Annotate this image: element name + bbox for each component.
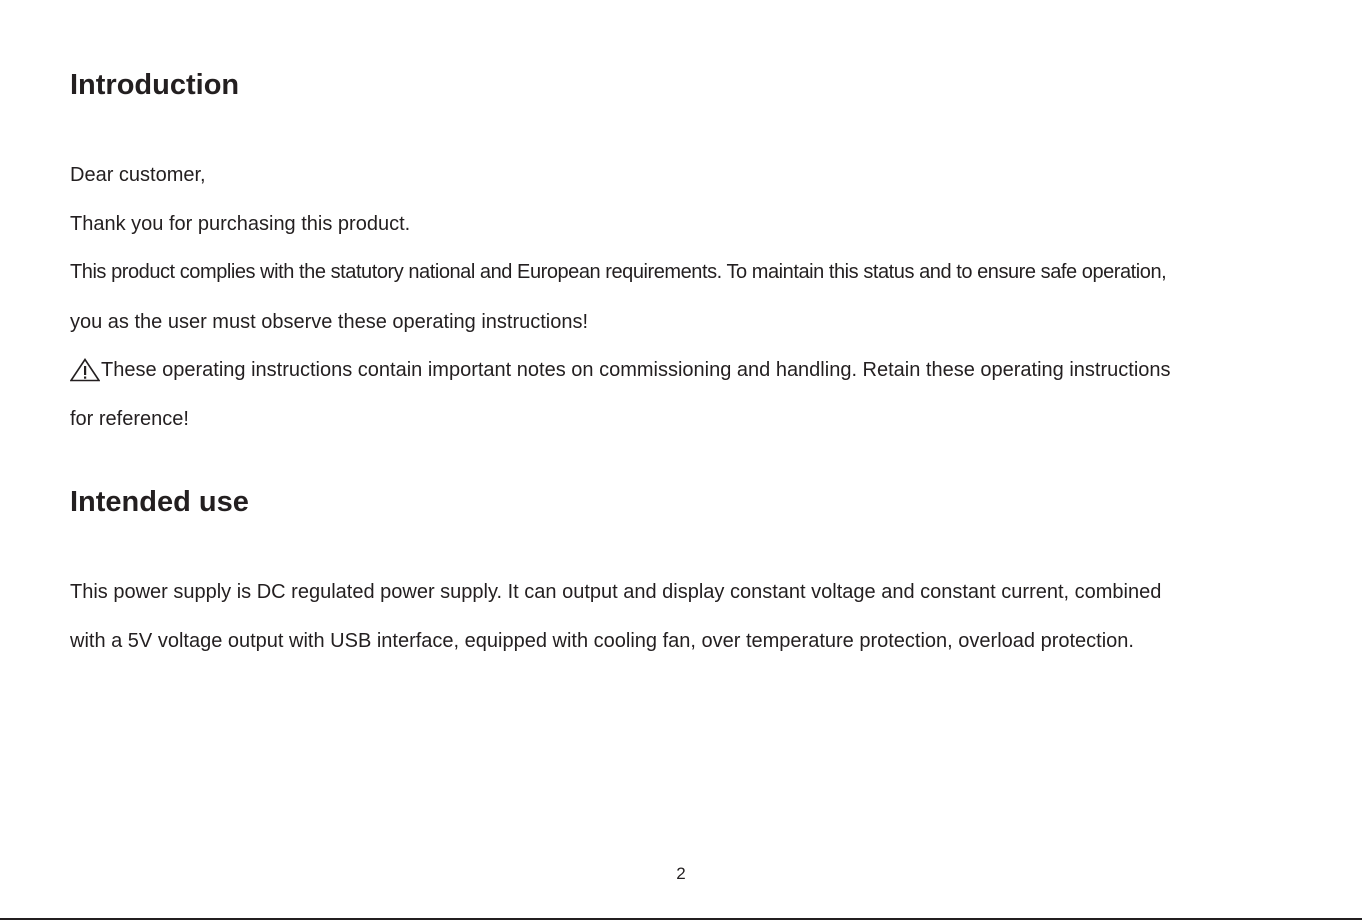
section-heading-introduction: Introduction: [70, 69, 240, 101]
section-heading-intended-use: Intended use: [70, 486, 249, 518]
thanks-line: Thank you for purchasing this product.: [70, 213, 411, 235]
warning-text: These operating instructions contain important notes on commissioning and handling. Retain these operating instructions: [101, 359, 1171, 381]
warning-triangle-icon: [70, 358, 100, 382]
bottom-divider: [0, 918, 1362, 920]
compliance-line-2: you as the user must observe these operating instructions!: [70, 311, 589, 333]
warning-paragraph-line-1: [70, 358, 1171, 382]
greeting-line: Dear customer,: [70, 164, 206, 186]
compliance-line-1: This product complies with the statutory national and European requirements. To maintain this status and to ensure safe operation,: [70, 261, 1167, 283]
warning-paragraph-line-2: for reference!: [70, 408, 189, 430]
intended-use-line-1: This power supply is DC regulated power supply. It can output and display constant voltage and constant current, combined: [70, 581, 1162, 603]
page-number: 2: [676, 864, 686, 883]
intended-use-line-2: with a 5V voltage output with USB interface, equipped with cooling fan, over temperature protection, overload protection.: [70, 630, 1134, 652]
